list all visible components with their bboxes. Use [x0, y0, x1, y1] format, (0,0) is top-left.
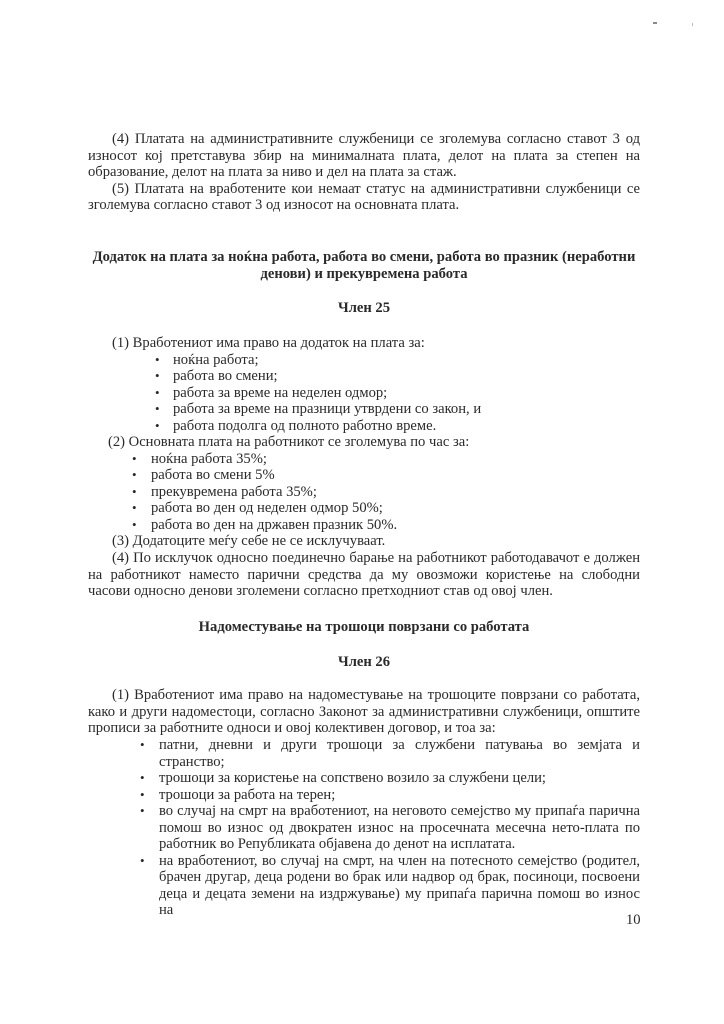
bullet-icon: •	[155, 384, 160, 400]
list-item-text: работа за време на неделен одмор;	[173, 384, 388, 401]
bullet-icon: •	[140, 852, 145, 868]
bullet-icon: •	[132, 450, 137, 466]
article-25-para-4: (4) По исклучок односно поединечно барање на работникот работодавачот е должен на работникот наместо парични средства да му овозможи користење на слободни часови односно денови зголемени согласно претходниот став од овој член.	[88, 550, 640, 599]
list-item-text: работа за време на празници утврдени со закон, и	[173, 401, 482, 417]
bullet-icon: •	[155, 417, 160, 433]
list-item	[132, 450, 611, 468]
list-item	[132, 467, 611, 484]
bullet-icon: •	[140, 737, 145, 752]
list-item-text: ноќна работа 35%;	[151, 450, 267, 467]
article-25-para-2: (2) Основната плата на работникот се зголемува по час за:	[108, 434, 470, 450]
list-item-text: на вработениот, во случај на смрт, на член на потесното семејство (родител, брачен другар, деца родени во брак или надвор од брак, посиноци, посвоени деца и децата земени на издржување) му припаѓа парична помош во износ на	[159, 852, 640, 918]
allowance-rates-list	[132, 450, 611, 534]
article-26-para-1: (1) Вработениот има право на надоместување на трошоците поврзани со работата, како и други надоместоци, согласно Законот за административни службеници, општите прописи за работните односи и овој колективен договор, и тоа за:	[88, 687, 640, 736]
list-item-text: работа во ден од неделен одмор 50%;	[151, 500, 383, 516]
bullet-icon: •	[132, 467, 137, 482]
list-item-text: работа во смени 5%	[151, 467, 275, 483]
section-heading-allowances	[80, 249, 648, 282]
bullet-icon: •	[155, 351, 160, 367]
bullet-icon: •	[155, 368, 160, 383]
article-25-para-1: (1) Вработениот има право на додаток на плата за:	[112, 335, 425, 351]
list-item-text: работа во смени;	[173, 368, 278, 384]
intro-paragraphs	[88, 131, 640, 214]
list-item	[155, 417, 633, 435]
list-item	[140, 770, 640, 787]
section-heading-line: денови) и прекувремена работа	[260, 265, 468, 282]
list-item	[132, 516, 611, 534]
list-item	[140, 803, 640, 853]
section-heading-expenses: Надоместување на трошоци поврзани со работата	[198, 619, 530, 635]
scan-artifact	[653, 22, 657, 24]
list-item	[155, 384, 633, 402]
bullet-icon: •	[132, 483, 137, 499]
list-item-text: трошоци за користење на сопствено возило за службени цели;	[159, 770, 546, 786]
list-item-text: патни, дневни и други трошоци за службени патувања во земјата и странство;	[159, 737, 640, 770]
scan-artifact	[692, 23, 693, 26]
list-item	[155, 368, 633, 385]
list-item	[140, 852, 640, 919]
bullet-icon: •	[140, 803, 145, 818]
bullet-icon: •	[132, 500, 137, 515]
list-item-text: прекувремена работа 35%;	[151, 483, 317, 500]
list-item	[132, 500, 611, 517]
article-25-title: Член 25	[337, 300, 391, 316]
paragraph-4: (4) Платата на административните службеници се зголемува согласно ставот 3 од износот кој претставува збир на минималната плата, делот на плата за степен на образование, делот на плата за ниво и дел на плата за стаж.	[88, 131, 640, 180]
list-item-text: во случај на смрт на вработениот, на неговото семејство му припаѓа парична помош во износ од двократен износ на просечната месечна нето-плата по работник во Републиката објавена до денот на исплатата.	[159, 803, 640, 852]
article-26-title: Член 26	[337, 654, 391, 670]
paragraph-5: (5) Платата на вработените кои немаат статус на административни службеници се зголемува согласно ставот 3 од износот на основната плата.	[88, 180, 640, 213]
list-item	[132, 483, 611, 501]
list-item-text: трошоци за работа на терен;	[159, 786, 336, 803]
bullet-icon: •	[155, 401, 160, 416]
list-item	[140, 786, 640, 804]
list-item-text: ноќна работа;	[173, 351, 259, 368]
bullet-icon: •	[132, 516, 137, 532]
allowance-types-list	[155, 351, 633, 435]
section-heading-line: Додаток на плата за ноќна работа, работа во смени, работа во празник (неработни	[92, 249, 636, 265]
list-item	[155, 351, 633, 369]
bullet-icon: •	[140, 770, 145, 785]
expense-types-list	[140, 737, 640, 919]
list-item	[155, 401, 633, 418]
list-item-text: работа во ден на државен празник 50%.	[151, 516, 398, 533]
page-number: 10	[626, 912, 641, 928]
bullet-icon: •	[140, 786, 145, 802]
list-item-text: работа подолга од полното работно време.	[173, 417, 437, 434]
article-25-para-3: (3) Додатоците меѓу себе не се исклучуваат.	[112, 533, 386, 549]
list-item	[140, 737, 640, 770]
